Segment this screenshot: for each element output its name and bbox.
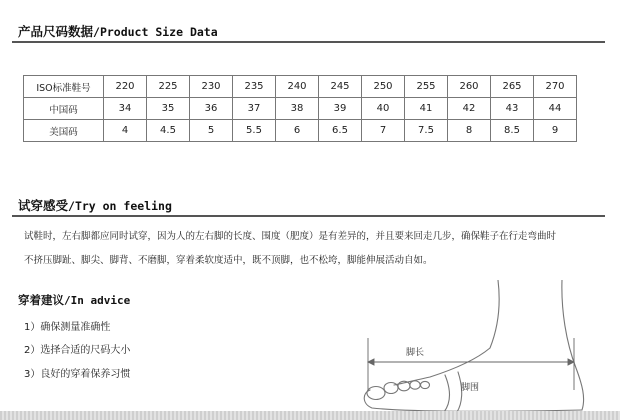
size-row-label: ISO标准鞋号 [24, 76, 104, 98]
size-cell: 42 [448, 98, 491, 120]
size-cell: 250 [362, 76, 405, 98]
size-cell: 9 [534, 120, 577, 142]
size-cell: 35 [147, 98, 190, 120]
size-table-row [24, 98, 577, 120]
header-divider [12, 41, 605, 43]
size-cell: 260 [448, 76, 491, 98]
bottom-decor-strip [0, 411, 620, 420]
size-table-row [24, 76, 577, 98]
size-data-title-cn: 产品尺码数据 [18, 24, 94, 39]
advice-title-cn: 穿着建议 [18, 293, 64, 307]
size-cell: 235 [233, 76, 276, 98]
size-cell: 265 [491, 76, 534, 98]
size-cell: 270 [534, 76, 577, 98]
try-paragraph-line-1: 试鞋时，左右脚都应同时试穿，因为人的左右脚的长度、围度（肥度）是有差异的，并且要来回走几步，确保鞋子在行走弯曲时 [24, 231, 557, 242]
size-cell: 39 [319, 98, 362, 120]
size-cell: 245 [319, 76, 362, 98]
try-feeling-title-cn: 试穿感受 [18, 198, 69, 213]
size-cell: 41 [405, 98, 448, 120]
size-cell: 7 [362, 120, 405, 142]
size-cell: 7.5 [405, 120, 448, 142]
size-cell: 36 [190, 98, 233, 120]
size-row-label: 中国码 [24, 98, 104, 120]
foot-illustration [350, 280, 620, 415]
advice-item: 2）选择合适的尺码大小 [24, 345, 131, 356]
size-cell: 6 [276, 120, 319, 142]
try-paragraph-line-2: 不挤压脚趾、脚尖、脚背、不磨脚，穿着柔软度适中，既不顶脚，也不松垮，脚能伸展活动自如。 [24, 255, 433, 266]
size-cell: 4 [104, 120, 147, 142]
size-cell: 4.5 [147, 120, 190, 142]
foot-length-label: 脚长 [406, 348, 425, 358]
try-feeling-title-en: /Try on feeling [68, 199, 172, 213]
advice-item: 1）确保测量准确性 [24, 322, 111, 333]
size-cell: 240 [276, 76, 319, 98]
size-data-title [18, 22, 218, 40]
size-cell: 8.5 [491, 120, 534, 142]
advice-item: 3）良好的穿着保养习惯 [24, 369, 131, 380]
size-cell: 8 [448, 120, 491, 142]
size-cell: 225 [147, 76, 190, 98]
size-cell: 220 [104, 76, 147, 98]
foot-girth-label: 脚围 [461, 383, 480, 393]
size-table [23, 75, 577, 142]
size-cell: 37 [233, 98, 276, 120]
size-table-row [24, 120, 577, 142]
size-cell: 5.5 [233, 120, 276, 142]
size-cell: 40 [362, 98, 405, 120]
size-data-title-en: /Product Size Data [93, 25, 218, 39]
size-cell: 6.5 [319, 120, 362, 142]
size-cell: 38 [276, 98, 319, 120]
size-cell: 34 [104, 98, 147, 120]
advice-title-en: /In advice [64, 294, 131, 307]
advice-title [18, 292, 130, 308]
try-feeling-title [18, 196, 172, 214]
size-cell: 255 [405, 76, 448, 98]
size-table-body [24, 76, 577, 142]
size-row-label: 美国码 [24, 120, 104, 142]
size-cell: 44 [534, 98, 577, 120]
size-cell: 5 [190, 120, 233, 142]
size-cell: 43 [491, 98, 534, 120]
size-cell: 230 [190, 76, 233, 98]
header-divider [12, 215, 605, 217]
